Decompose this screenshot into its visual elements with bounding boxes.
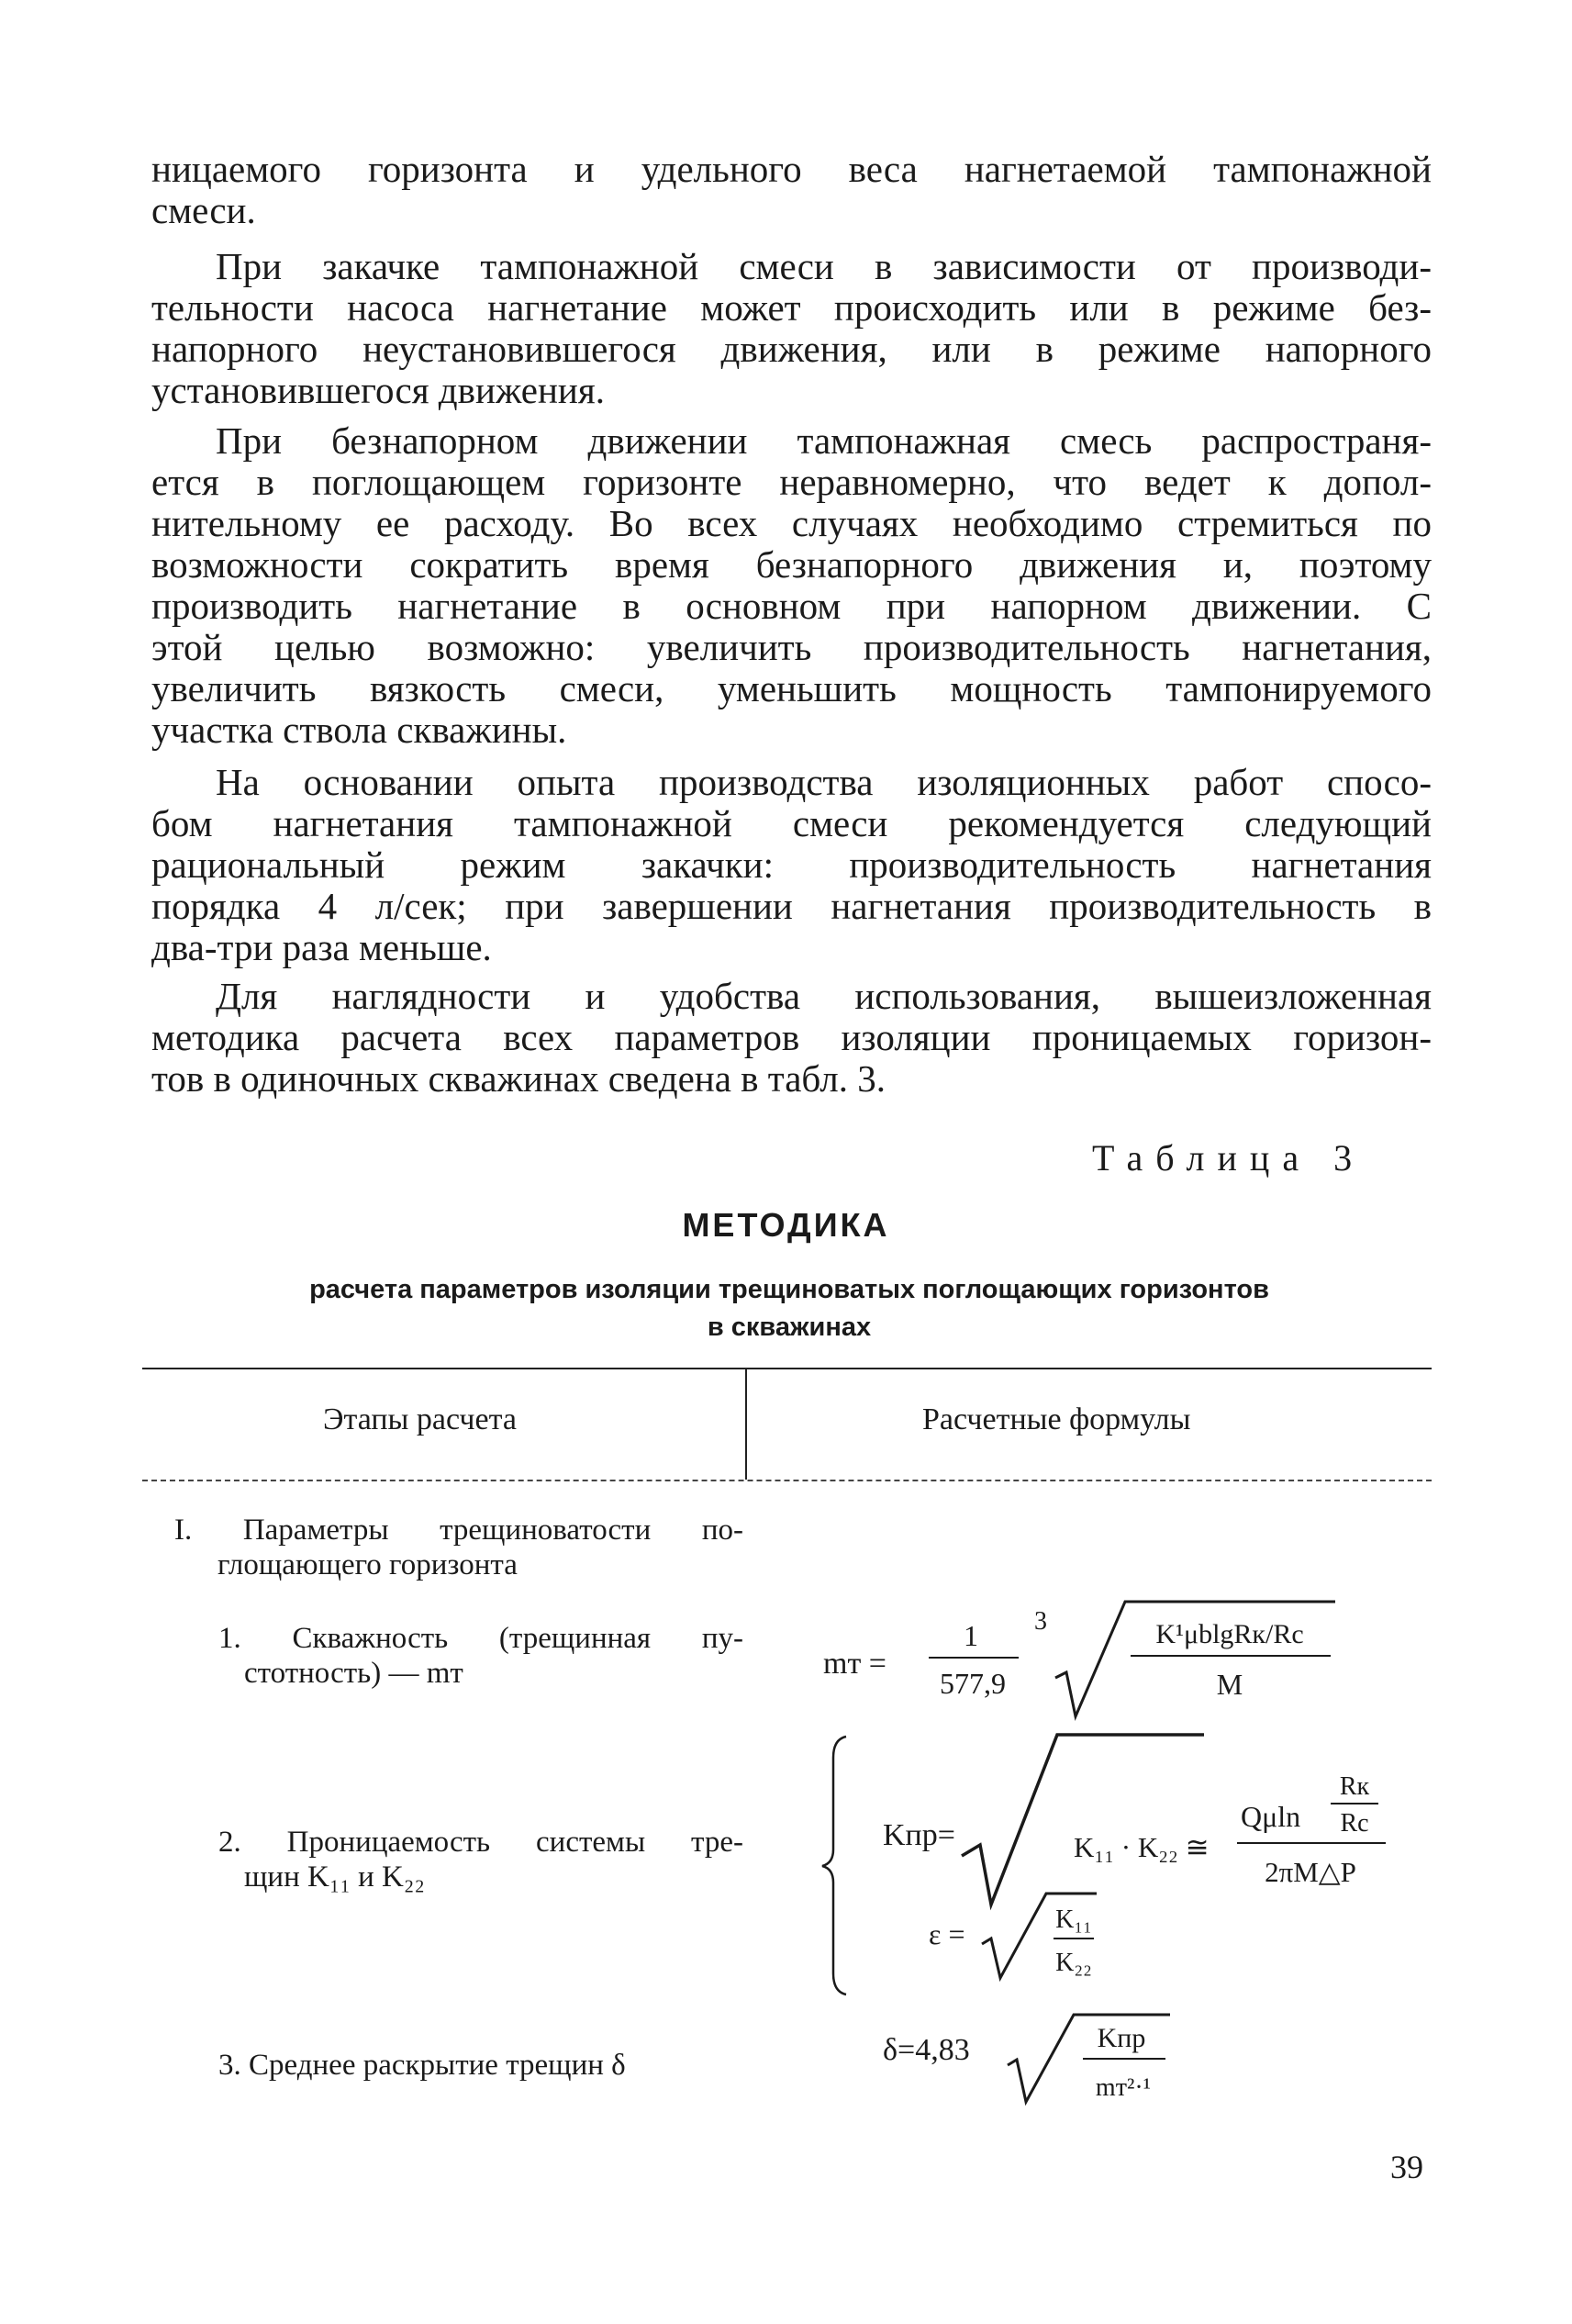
text-line: тов в одиночных скважинах сведена в табл. 3. xyxy=(151,1057,886,1100)
formula-inner: K₁₁ · K₂₂ ≅ xyxy=(1074,1831,1210,1863)
column-header-formulas: Расчетные формулы xyxy=(922,1402,1191,1436)
table-label: Таблица 3 xyxy=(1092,1137,1366,1179)
fraction-numerator: 1 xyxy=(964,1619,978,1652)
text-line: увеличить вязкость смеси, уменьшить мощность тампонируемого xyxy=(151,667,1432,709)
fraction-denominator: 2πM△P xyxy=(1265,1856,1356,1888)
text-line: рациональный режим закачки: производительность нагнетания xyxy=(151,844,1432,886)
text-line: глощающего горизонта xyxy=(217,1548,518,1581)
formula-lhs: mт = xyxy=(823,1647,886,1681)
table-subtitle-line: в скважинах xyxy=(707,1313,872,1342)
text-line: стотность) — mт xyxy=(244,1657,463,1690)
text-line: напорного неустановившегося движения, или в режиме напорного xyxy=(151,328,1432,370)
text-line: порядка 4 л/сек; при завершении нагнетания производительность в xyxy=(151,885,1432,927)
column-header-stages: Этапы расчета xyxy=(323,1402,517,1436)
table-subtitle-line: расчета параметров изоляции трещиноватых поглощающих горизонтов xyxy=(309,1275,1269,1304)
frac-lead: Qμln xyxy=(1241,1800,1301,1833)
text-line: тельности насоса нагнетание может происходить или в режиме без- xyxy=(151,286,1432,329)
formula-porosity xyxy=(823,1602,1335,1716)
radicand-numerator: K¹μblgRк/Rс xyxy=(1155,1619,1304,1649)
text-line: При закачке тампонажной смеси в зависимости от производи- xyxy=(216,245,1432,287)
radicand-numerator: Kпр xyxy=(1097,2023,1146,2053)
small-fraction-denominator: Rс xyxy=(1340,1809,1369,1838)
table-title: МЕТОДИКА xyxy=(682,1206,890,1244)
formula-fracture-opening xyxy=(883,2015,1170,2102)
text-line: возможности сократить время безнапорного движения и, поэтому xyxy=(151,543,1432,586)
page-number: 39 xyxy=(1390,2149,1423,2185)
text-line: При безнапорном движении тампонажная смесь распространя- xyxy=(216,419,1432,462)
text-line: ницаемого горизонта и удельного веса нагнетаемой тампонажной xyxy=(151,148,1432,190)
text-line: Для наглядности и удобства использования, вышеизложенная xyxy=(216,975,1432,1017)
radicand-denominator: M xyxy=(1216,1668,1243,1701)
formula-permeability xyxy=(822,1735,1386,1994)
text-line: два-три раза меньше. xyxy=(151,926,492,968)
radicand-denominator: mт²·¹ xyxy=(1095,2073,1152,2102)
root-index: 3 xyxy=(1034,1607,1047,1636)
text-line: участка ствола скважины. xyxy=(151,709,567,751)
text-line: смеси. xyxy=(151,189,256,231)
text-line: щин K₁₁ и K₂₂ xyxy=(244,1860,425,1894)
formula-lhs: δ=4,83 xyxy=(883,2033,970,2067)
text-line: этой целью возможно: увеличить производительность нагнетания, xyxy=(151,626,1432,668)
text-line: 1. Скважность (трещинная пу- xyxy=(218,1622,743,1655)
epsilon-lhs: ε = xyxy=(929,1917,965,1950)
radicand-numerator: K₁₁ xyxy=(1055,1905,1092,1934)
text-line: бом нагнетания тампонажной смеси рекомендуется следующий xyxy=(151,802,1432,844)
text-line: ется в поглощающем горизонте неравномерно, что ведет к допол- xyxy=(151,461,1432,503)
small-fraction-numerator: Rк xyxy=(1339,1772,1370,1801)
radical-sign-icon xyxy=(962,1735,1204,1905)
left-brace-icon xyxy=(822,1737,846,1994)
text-line: методика расчета всех параметров изоляции проницаемых горизон- xyxy=(151,1016,1432,1058)
text-line: I. Параметры трещиноватости по- xyxy=(174,1514,743,1547)
text-line: 2. Проницаемость системы тре- xyxy=(218,1826,743,1859)
text-line: На основании опыта производства изоляционных работ спосо- xyxy=(216,761,1432,803)
text-line: 3. Среднее раскрытие трещин δ xyxy=(218,2049,626,2082)
text-line: установившегося движения. xyxy=(151,369,605,411)
text-line: нительному ее расходу. Во всех случаях необходимо стремиться по xyxy=(151,502,1432,544)
fraction-denominator: 577,9 xyxy=(940,1667,1006,1700)
text-line: производить нагнетание в основном при напорном движении. С xyxy=(151,585,1432,627)
formula-lhs: Kпр= xyxy=(883,1818,955,1852)
radicand-denominator: K₂₂ xyxy=(1055,1949,1092,1977)
